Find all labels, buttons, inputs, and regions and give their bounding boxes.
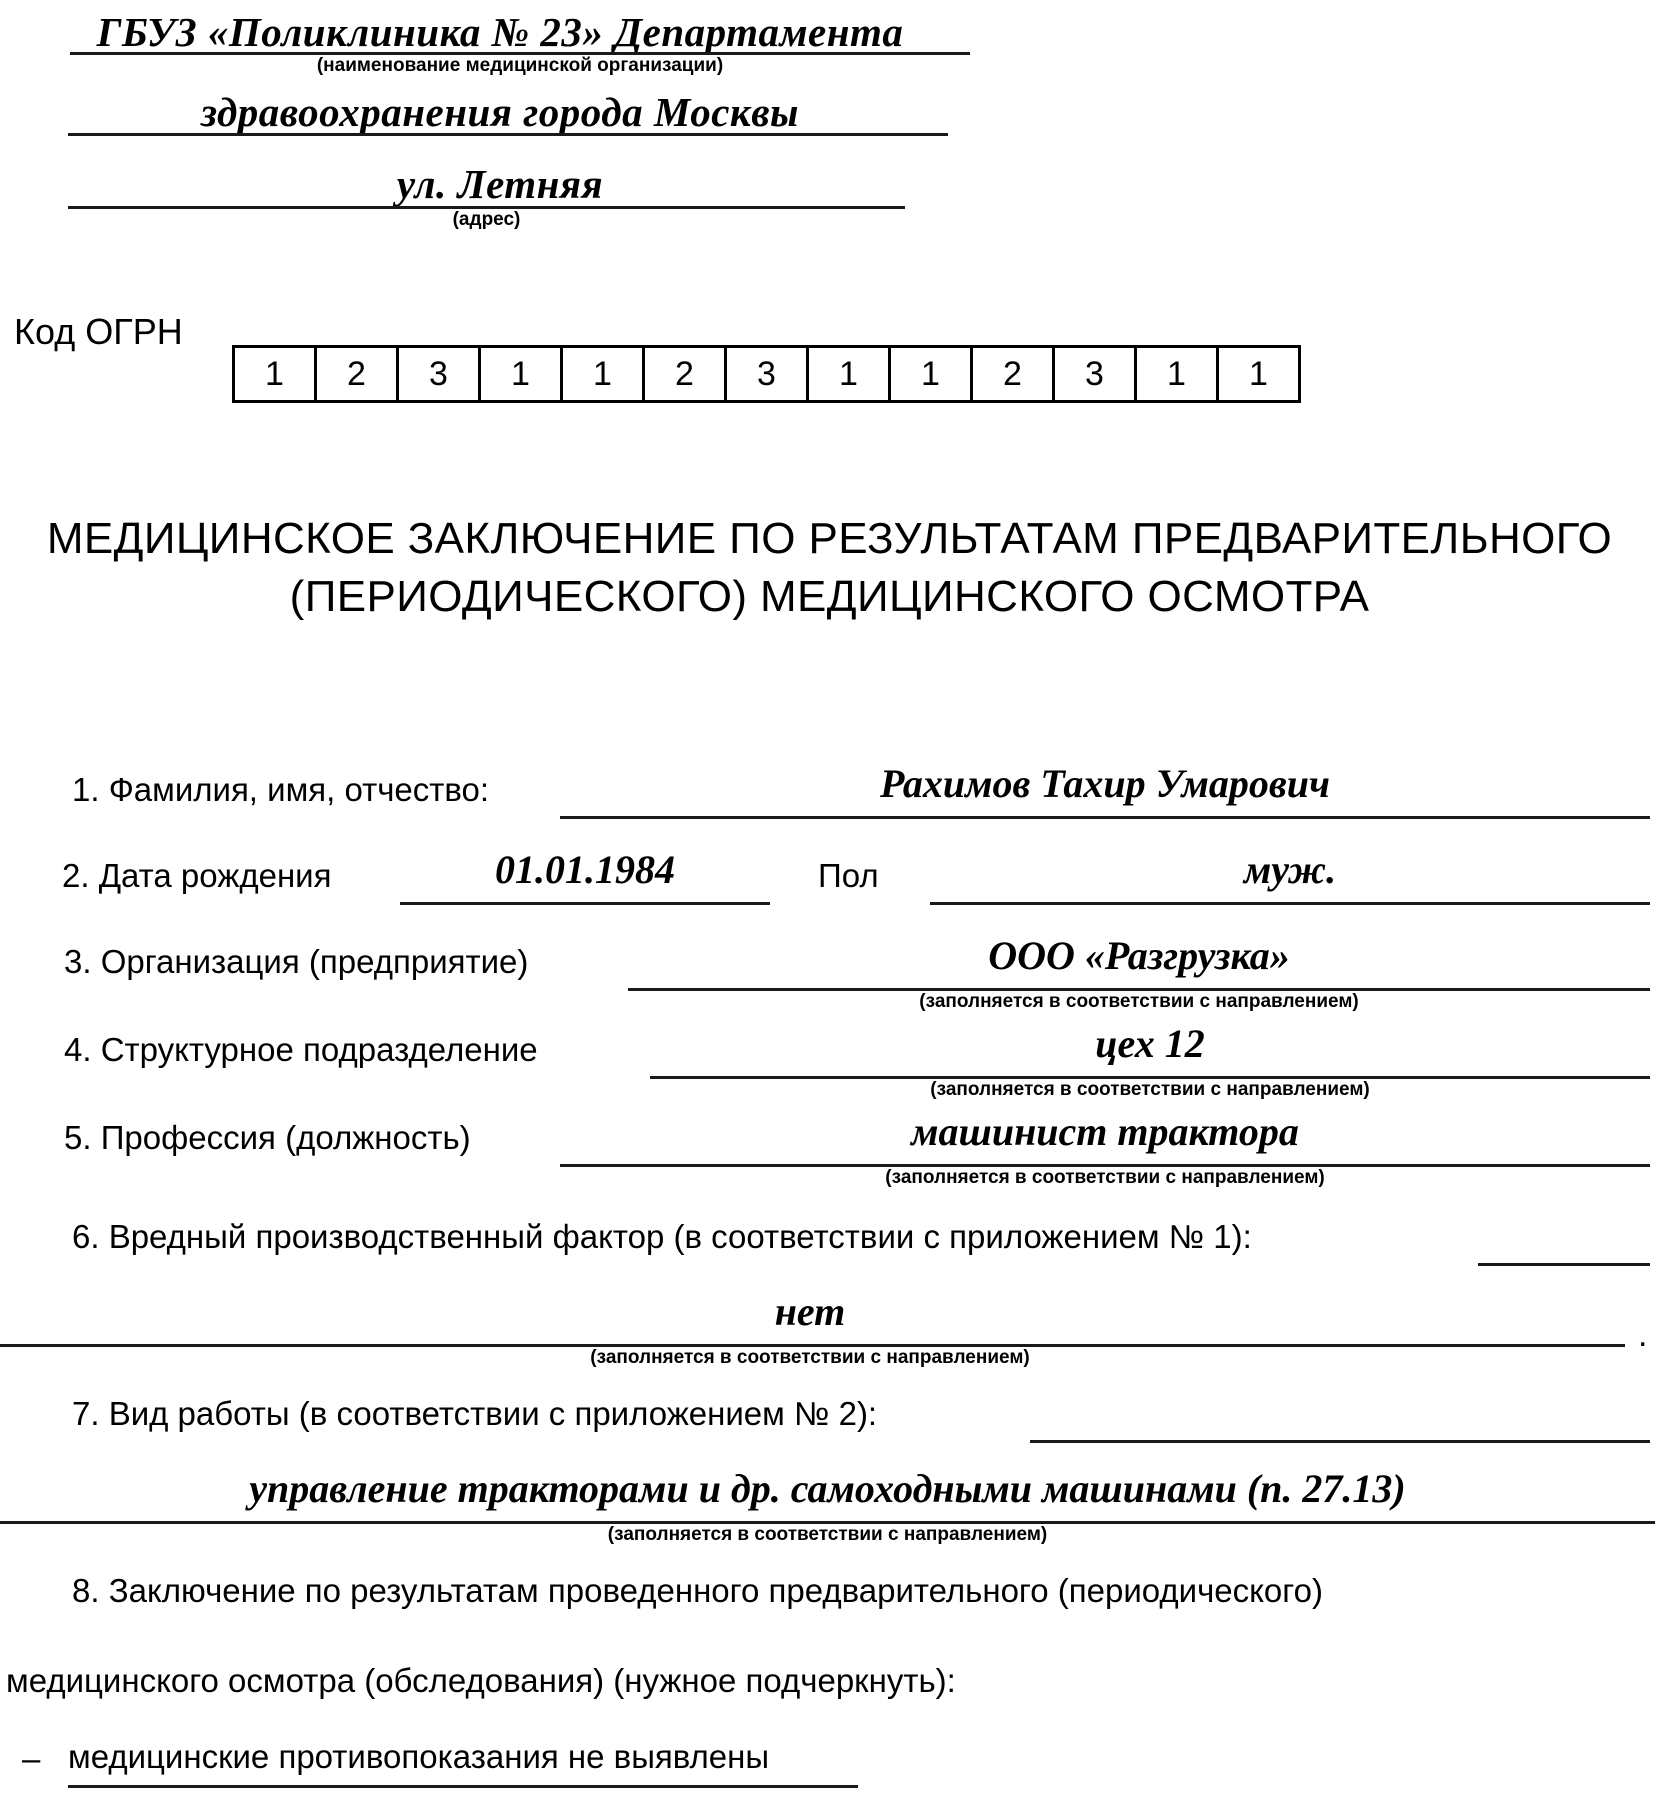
conclusion-option-no-contraindications[interactable]: медицинские противопоказания не выявлены [68, 1738, 770, 1775]
organization-name-line-2: здравоохранения города Москвы [201, 89, 799, 135]
field-underline-work-type-inline [1030, 1440, 1650, 1443]
field-value-work-type: управление тракторами и др. самоходными машинами (п. 27.13) [249, 1466, 1406, 1511]
field-underline-sex [930, 902, 1650, 905]
organization-caption: (наименование медицинской организации) [316, 55, 724, 76]
field-label-conclusion-line-1: 8. Заключение по результатам проведенного предварительного (периодического) [72, 1572, 1323, 1609]
conclusion-option-underline [68, 1785, 858, 1788]
organization-underline-2 [68, 133, 948, 136]
organization-name-line-1: ГБУЗ «Поликлиника № 23» Департамента [96, 9, 904, 55]
field-value-full-name: Рахимов Тахир Умарович [879, 761, 1331, 806]
ogrn-digit-cell: 1 [809, 348, 891, 400]
field-label-birth-date: 2. Дата рождения [62, 857, 332, 894]
conclusion-option-dash: – [22, 1740, 41, 1777]
ogrn-digit-cell: 1 [235, 348, 317, 400]
field-value-harmful-factor: нет [774, 1289, 846, 1334]
field-underline-harmful-factor-inline [1478, 1263, 1650, 1266]
field-label-department: 4. Структурное подразделение [64, 1031, 538, 1068]
field-caption-organization: (заполняется в соответствии с направлением) [919, 991, 1359, 1012]
field-value-birth-date: 01.01.1984 [495, 847, 675, 892]
ogrn-digit-cell: 1 [1219, 348, 1301, 400]
field-value-profession: машинист трактора [911, 1109, 1299, 1154]
field-label-harmful-factor: 6. Вредный производственный фактор (в соответствии с приложением № 1): [72, 1218, 1252, 1255]
field-underline-birth-date [400, 902, 770, 905]
ogrn-digit-cell: 1 [1137, 348, 1219, 400]
field-value-sex: муж. [1243, 847, 1337, 892]
ogrn-label: Код ОГРН [14, 311, 183, 352]
ogrn-digit-cell: 3 [727, 348, 809, 400]
field-caption-department: (заполняется в соответствии с направлением) [930, 1079, 1370, 1100]
document-title: МЕДИЦИНСКОЕ ЗАКЛЮЧЕНИЕ ПО РЕЗУЛЬТАТАМ ПРЕДВАРИТЕЛЬНОГО (ПЕРИОДИЧЕСКОГО) МЕДИЦИНСКОГО ОСМОТРА [46, 514, 1613, 621]
ogrn-digit-cell: 1 [481, 348, 563, 400]
ogrn-digit-cell: 3 [399, 348, 481, 400]
address-caption: (адрес) [452, 209, 521, 230]
field-label-organization: 3. Организация (предприятие) [64, 943, 529, 980]
field-label-profession: 5. Профессия (должность) [64, 1119, 471, 1156]
field-label-full-name: 1. Фамилия, имя, отчество: [72, 771, 490, 808]
field-caption-profession: (заполняется в соответствии с направлением) [885, 1167, 1325, 1188]
ogrn-digit-cell: 1 [563, 348, 645, 400]
ogrn-digit-cell: 1 [891, 348, 973, 400]
field-underline-full-name [560, 816, 1650, 819]
ogrn-digit-cell: 2 [645, 348, 727, 400]
field-value-department: цех 12 [1095, 1021, 1205, 1066]
address-value: ул. Летняя [396, 161, 604, 207]
field-value-organization: ООО «Разгрузка» [988, 933, 1290, 978]
ogrn-digit-cell: 2 [973, 348, 1055, 400]
ogrn-digit-cell: 3 [1055, 348, 1137, 400]
field-trailing-period-harmful-factor: . [1638, 1316, 1648, 1354]
ogrn-code-boxes [232, 345, 1301, 403]
field-label-conclusion-line-2: медицинского осмотра (обследования) (нужное подчеркнуть): [6, 1662, 956, 1699]
field-caption-harmful-factor: (заполняется в соответствии с направлением) [590, 1347, 1030, 1368]
field-label-work-type: 7. Вид работы (в соответствии с приложением № 2): [72, 1395, 878, 1432]
field-caption-work-type: (заполняется в соответствии с направлением) [607, 1524, 1048, 1545]
ogrn-digit-cell: 2 [317, 348, 399, 400]
field-label-sex: Пол [818, 857, 879, 894]
